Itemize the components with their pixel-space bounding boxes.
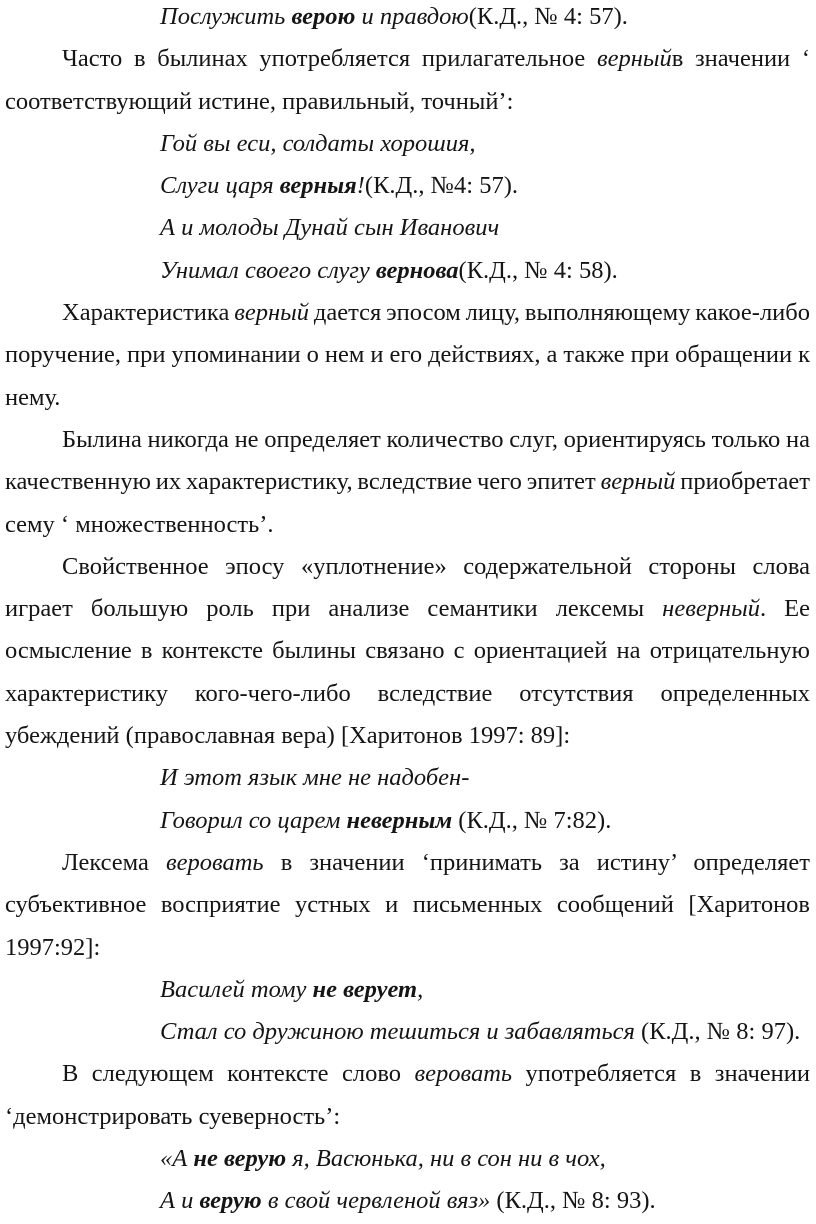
text-segment: . Ее <box>759 595 810 623</box>
text-segment: неверный <box>662 595 760 623</box>
text-segment: Василей тому <box>160 975 313 1003</box>
text-segment: не верую <box>193 1145 287 1173</box>
text-line <box>5 1138 810 1180</box>
text-segment: в свой червленой вяз» <box>261 1187 491 1215</box>
text-segment: Лексема <box>62 848 166 876</box>
text-segment: (К.Д., № 7:82). <box>452 806 612 834</box>
text-segment: приобретает <box>675 468 810 496</box>
text-segment: характеристику кого-чего-либо вследствие отсутствия определенных <box>5 679 810 707</box>
text-segment: и правдою <box>355 3 469 30</box>
text-segment: соответствующий истине, правильный, точный’: <box>5 87 514 115</box>
text-segment: Слуги царя <box>160 172 280 200</box>
text-line <box>5 757 810 799</box>
text-segment: играет большую роль при анализе семантики лексемы <box>5 595 663 623</box>
text-line <box>5 334 810 376</box>
text-segment: поручение, при упоминании о нем и его действиях, а также при обращении к <box>5 341 811 369</box>
text-line <box>5 1011 810 1053</box>
text-line <box>5 630 810 672</box>
text-segment: убеждений (православная вера) [Харитонов 1997: 89]: <box>5 722 571 750</box>
text-segment: Свойственное эпосу «уплотнение» содержательной стороны слова <box>62 552 810 580</box>
text-segment: качественную их характеристику, вследствие чего эпитет <box>5 468 601 496</box>
text-segment: Характеристика <box>62 299 235 327</box>
text-segment: (К.Д., №4: 57). <box>364 172 518 200</box>
text-line <box>5 81 810 123</box>
text-segment: употребляется в значении <box>512 1060 811 1088</box>
text-segment: сему ‘ множественность’. <box>5 510 274 538</box>
text-segment: вернова <box>375 256 459 284</box>
text-segment: неверным <box>346 806 453 834</box>
text-line <box>5 165 810 207</box>
text-segment: И этот язык мне не надобен- <box>160 764 470 792</box>
text-segment: веровать <box>166 848 264 876</box>
text-segment: верую <box>199 1187 262 1215</box>
text-segment: веровать <box>414 1060 513 1088</box>
text-line <box>5 1053 810 1095</box>
text-line <box>5 123 810 165</box>
text-segment: верный <box>596 45 672 73</box>
text-line <box>5 927 810 969</box>
text-segment: «А <box>160 1145 194 1173</box>
text-line <box>5 461 810 503</box>
text-segment: ! <box>356 172 365 200</box>
text-segment: (К.Д., № 8: 93). <box>490 1187 656 1215</box>
text-line <box>5 969 810 1011</box>
text-segment: , <box>417 975 424 1003</box>
text-segment: дается эпосом лицу, выполняющему какое-либо <box>308 299 810 327</box>
text-segment: Говорил со царем <box>160 806 347 834</box>
text-segment: Унимал своего слугу <box>160 256 376 284</box>
text-line <box>5 588 810 630</box>
text-line <box>5 1180 810 1222</box>
text-segment: ‘демонстрировать суеверность’: <box>5 1102 341 1130</box>
text-segment: верный <box>600 468 676 496</box>
text-line <box>5 377 810 419</box>
text-segment: А и <box>160 1187 200 1215</box>
text-segment: (К.Д., № 8: 97). <box>634 1018 801 1046</box>
text-segment: А и молоды Дунай сын Иванович <box>160 214 500 242</box>
text-line <box>5 715 810 757</box>
text-segment: в значении ‘принимать за истину’ определяет <box>263 848 811 876</box>
text-line <box>5 292 810 334</box>
text-line <box>5 419 810 461</box>
text-segment: В следующем контексте слово <box>62 1060 415 1088</box>
text-line <box>5 207 810 249</box>
text-segment: Гой вы еси, солдаты хорошия, <box>160 129 476 157</box>
text-segment: нему. <box>5 383 61 411</box>
text-segment: не верует <box>312 975 418 1003</box>
text-line <box>5 673 810 715</box>
text-segment: верою <box>291 3 356 30</box>
text-line <box>5 884 810 926</box>
text-segment: (К.Д., № 4: 58). <box>458 256 618 284</box>
text-segment: (К.Д., № 4: 57). <box>468 3 628 30</box>
text-segment: верныя <box>279 172 357 200</box>
text-line <box>5 504 810 546</box>
text-line <box>5 842 810 884</box>
text-line <box>5 1096 810 1138</box>
text-segment: 1997:92]: <box>5 933 101 961</box>
text-segment: субъективное восприятие устных и письменных сообщений [Харитонов <box>5 891 810 919</box>
text-line <box>5 250 810 292</box>
text-line <box>5 546 810 588</box>
text-line <box>5 800 810 842</box>
text-segment: осмысление в контексте былины связано с ориентацией на отрицательную <box>5 637 810 665</box>
text-line <box>5 0 810 38</box>
text-segment: Былина никогда не определяет количество слуг, ориентируясь только на <box>62 425 810 453</box>
text-line <box>5 38 810 80</box>
text-segment: в значении ‘ <box>671 45 810 73</box>
text-segment: верный <box>234 299 309 327</box>
text-segment: я, Васюнька, ни в сон ни в чох, <box>286 1145 606 1173</box>
text-segment: Стал со дружиною тешиться и забавляться <box>160 1018 635 1046</box>
text-segment: Послужить <box>160 3 292 30</box>
text-segment: Часто в былинах употребляется прилагательное <box>62 45 597 73</box>
